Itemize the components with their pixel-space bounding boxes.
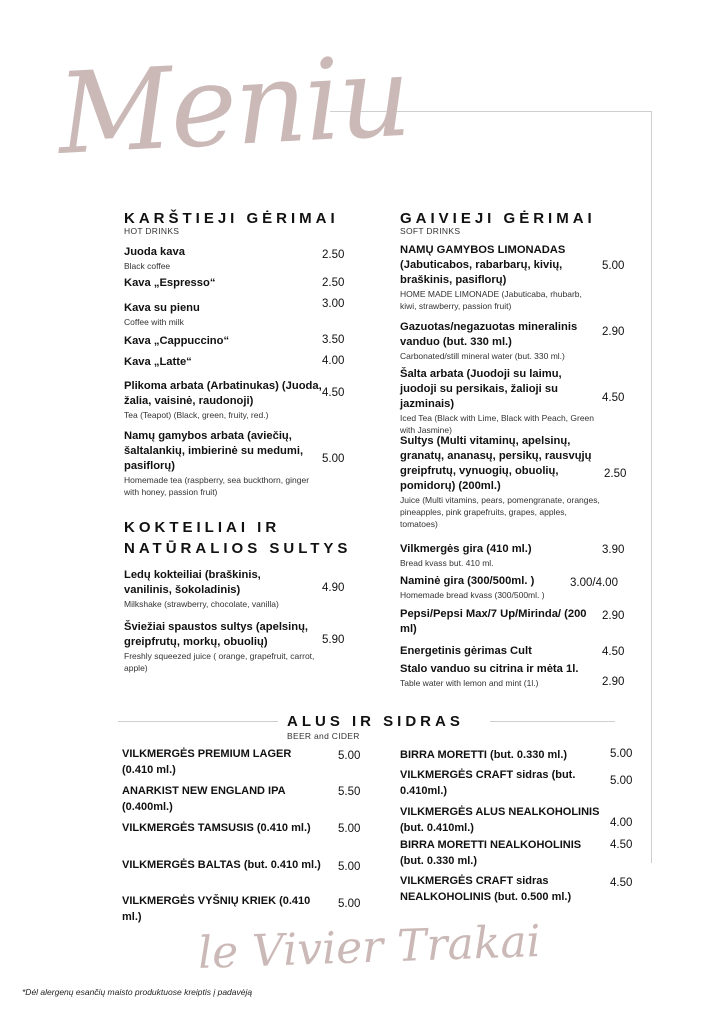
item-price: 3.50	[322, 334, 345, 346]
item-price: 5.00	[338, 823, 361, 835]
item-price: 3.00/4.00	[570, 577, 618, 589]
item-price: 3.00	[322, 298, 345, 310]
item-price: 2.50	[604, 468, 627, 480]
item-price: 4.50	[610, 877, 633, 889]
beer-title: ALUS IR SIDRAS	[287, 713, 464, 730]
hot-drinks-subtitle: HOT DRINKS	[124, 226, 180, 236]
menu-item: BIRRA MORETTI NEALKOHOLINIS (but. 0.330 ml.)	[400, 839, 582, 867]
menu-item: VILKMERGĖS TAMSUSIS (0.410 ml.)	[122, 822, 311, 834]
item-price: 4.50	[602, 646, 625, 658]
beer-divider-left	[118, 721, 278, 722]
item-price: 3.90	[602, 544, 625, 556]
menu-item: NAMŲ GAMYBOS LIMONADAS (Jabuticabos, rabarbarų, kivių, braškinis, pasiflorų) HOME MADE LIMONADE (Jabuticaba, rhubarb, kiwi, strawberry, passion fruit)	[400, 244, 582, 311]
soft-drinks-title: GAIVIEJI GĖRIMAI	[400, 210, 596, 227]
item-price: 2.50	[322, 277, 345, 289]
menu-item: Juoda kava Black coffee	[124, 246, 185, 271]
menu-item: Sultys (Multi vitaminų, apelsinų, granatų, ananasų, persikų, rausvųjų greipfrutų, vynuogių, obuolių, pomidorų) (200ml.) Juice (Multi vitamins, pears, pomengranate, oranges, pineapples, pink grapefruits, grapes, apples, tomatoes)	[400, 435, 600, 529]
item-price: 4.50	[322, 387, 345, 399]
item-price: 5.50	[338, 786, 361, 798]
item-price: 5.00	[338, 861, 361, 873]
menu-item: Pepsi/Pepsi Max/7 Up/Mirinda/ (200 ml)	[400, 608, 587, 635]
menu-item: Šviežiai spaustos sultys (apelsinų, greipfrutų, morkų, obuolių) Freshly squeezed juice ( orange, grapefruit, carrot, apple)	[124, 621, 315, 673]
item-price: 5.00	[322, 453, 345, 465]
soft-drinks-subtitle: SOFT DRINKS	[400, 226, 461, 236]
item-price: 5.00	[610, 775, 633, 787]
item-price: 4.00	[610, 817, 633, 829]
beer-divider-right	[490, 721, 615, 722]
item-price: 4.50	[610, 839, 633, 851]
item-price: 5.90	[322, 634, 345, 646]
cocktails-title-line1: KOKTEILIAI IR	[124, 519, 281, 536]
menu-title: Meniu	[54, 31, 412, 180]
menu-item: VILKMERGĖS CRAFT sidras NEALKOHOLINIS (but. 0.500 ml.)	[400, 875, 572, 903]
item-price: 2.90	[602, 610, 625, 622]
menu-item: Kava su pienu Coffee with milk	[124, 302, 200, 327]
menu-item: Ledų kokteiliai (braškinis, vanilinis, šokoladinis) Milkshake (strawberry, chocolate, vanilla)	[124, 569, 279, 609]
item-price: 4.00	[322, 355, 345, 367]
frame-right-line	[651, 111, 652, 863]
item-price: 5.00	[602, 260, 625, 272]
item-price: 4.50	[602, 392, 625, 404]
beer-subtitle: BEER and CIDER	[287, 731, 360, 741]
brand-signature: le Vivier Trakai	[197, 916, 542, 979]
item-price: 5.00	[610, 748, 633, 760]
item-price: 5.00	[338, 750, 361, 762]
menu-item: Naminė gira (300/500ml. ) Homemade bread kvass (300/500ml. )	[400, 575, 545, 600]
menu-item: Kava „Espresso“	[124, 277, 216, 289]
cocktails-title-line2: NATŪRALIOS SULTYS	[124, 540, 352, 557]
menu-item: VILKMERGĖS CRAFT sidras (but. 0.410ml.)	[400, 769, 576, 797]
menu-item: Plikoma arbata (Arbatinukas) (Juoda, žalia, vaisinė, raudonoji) Tea (Teapot) (Black, green, fruity, red.)	[124, 380, 322, 420]
menu-item: Stalo vanduo su citrina ir mėta 1l. Table water with lemon and mint (1l.)	[400, 663, 579, 688]
menu-item: Kava „Latte“	[124, 356, 192, 368]
menu-item: Šalta arbata (Juodoji su laimu, juodoji su persikais, žalioji su jazminais) Iced Tea (Black with Lime, Black with Peach, Green with Jasmine)	[400, 368, 595, 435]
item-price: 4.90	[322, 582, 345, 594]
menu-item: VILKMERGĖS BALTAS (but. 0.410 ml.)	[122, 859, 321, 871]
item-price: 2.50	[322, 249, 345, 261]
menu-item: Namų gamybos arbata (aviečių, šaltalankių, imbierinė su medumi, pasiflorų) Homemade tea (raspberry, sea buckthorn, ginger with honey, passion fruit)	[124, 430, 310, 497]
item-price: 5.00	[338, 898, 361, 910]
menu-item: BIRRA MORETTI (but. 0.330 ml.)	[400, 749, 568, 761]
menu-item: Vilkmergės gira (410 ml.) Bread kvass but. 410 ml.	[400, 543, 532, 568]
allergen-note: *Dėl alergenų esančių maisto produktuose kreiptis į padavėją	[22, 987, 253, 997]
item-price: 2.90	[602, 676, 625, 688]
hot-drinks-title: KARŠTIEJI GĖRIMAI	[124, 210, 339, 227]
menu-item: VILKMERGĖS PREMIUM LAGER (0.410 ml.)	[122, 748, 292, 776]
menu-item: Energetinis gėrimas Cult	[400, 645, 532, 657]
menu-item: VILKMERGĖS VYŠNIŲ KRIEK (0.410 ml.)	[122, 895, 311, 923]
menu-item: VILKMERGĖS ALUS NEALKOHOLINIS (but. 0.410ml.)	[400, 806, 600, 834]
item-price: 2.90	[602, 326, 625, 338]
menu-item: Kava „Cappuccino“	[124, 335, 230, 347]
menu-item: ANARKIST NEW ENGLAND IPA (0.400ml.)	[122, 785, 286, 813]
menu-item: Gazuotas/negazuotas mineralinis vanduo (but. 330 ml.) Carbonated/still mineral water (but. 330 ml.)	[400, 321, 578, 361]
